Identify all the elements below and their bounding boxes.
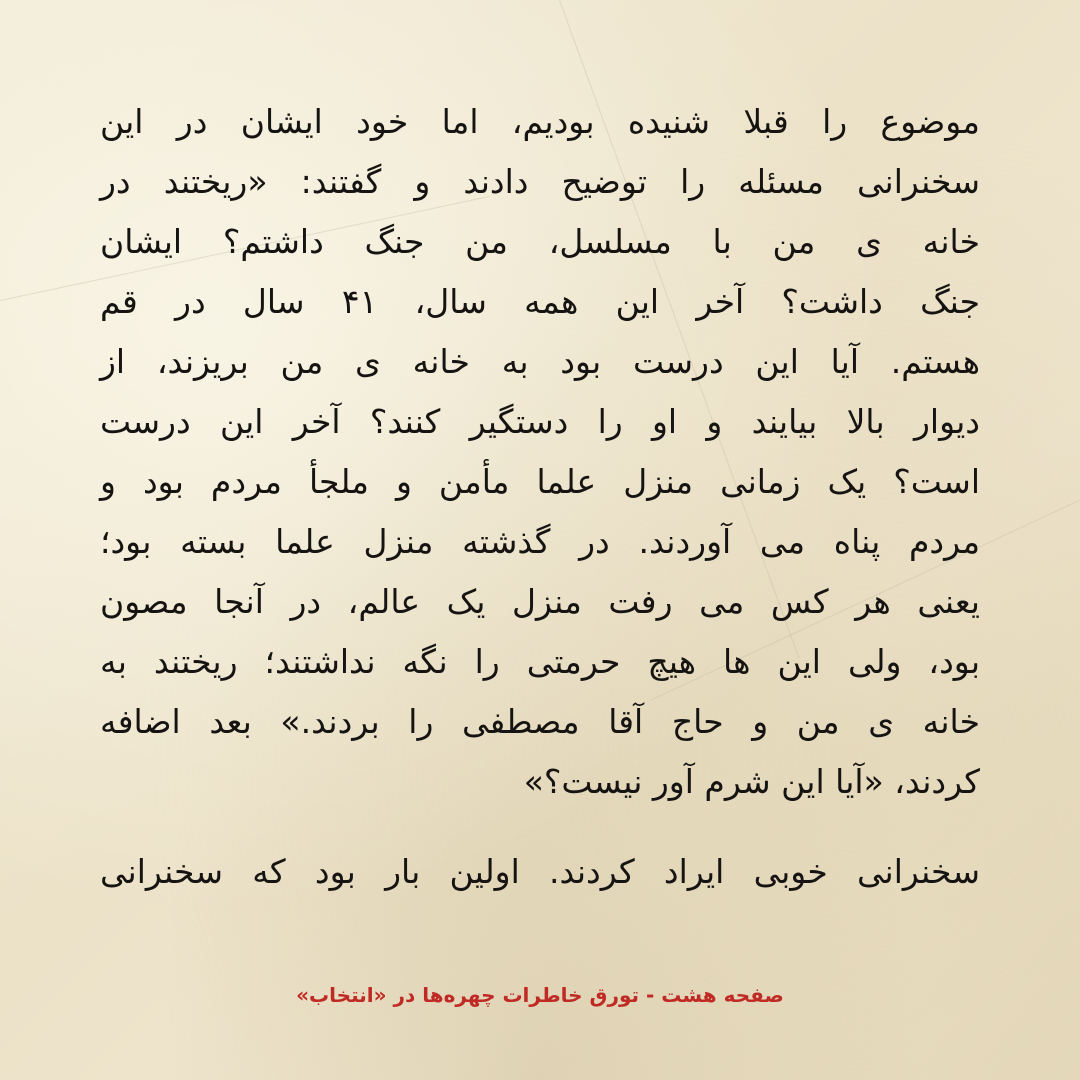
text-line: یعنی هر کس می رفت منزل یک عالم، در آنجا مصون xyxy=(100,582,980,621)
text-line: هستم. آیا این درست بود به خانه ی من بریزند، از xyxy=(100,342,980,381)
text-line: خانه ی من و حاج آقا مصطفی را بردند.» بعد اضافه xyxy=(100,702,980,741)
text-line: مردم پناه می آوردند. در گذشته منزل علما بسته بود؛ xyxy=(100,522,980,561)
source-caption: صفحه هشت - تورق خاطرات چهره‌ها در «انتخاب» xyxy=(296,983,784,1007)
text-line: بود، ولی این ها هیچ حرمتی را نگه نداشتند؛ ریختند به xyxy=(100,642,980,681)
text-line: سخنرانی مسئله را توضیح دادند و گفتند: «ریختند در xyxy=(100,162,980,201)
continuation-line: سخنرانی خوبی ایراد کردند. اولین بار بود که سخنرانی xyxy=(100,852,980,891)
text-line: دیوار بالا بیایند و او را دستگیر کنند؟ آخر این درست xyxy=(100,402,980,441)
body-text xyxy=(100,92,980,902)
text-line: خانه ی من با مسلسل، من جنگ داشتم؟ ایشان xyxy=(100,222,980,261)
text-line: کردند، «آیا این شرم آور نیست؟» xyxy=(523,762,980,801)
text-line: است؟ یک زمانی منزل علما مأمن و ملجأ مردم بود و xyxy=(100,462,980,501)
text-line: جنگ داشت؟ آخر این همه سال، ۴۱ سال در قم xyxy=(100,282,980,321)
text-line: موضوع را قبلا شنیده بودیم، اما خود ایشان در این xyxy=(100,102,980,141)
